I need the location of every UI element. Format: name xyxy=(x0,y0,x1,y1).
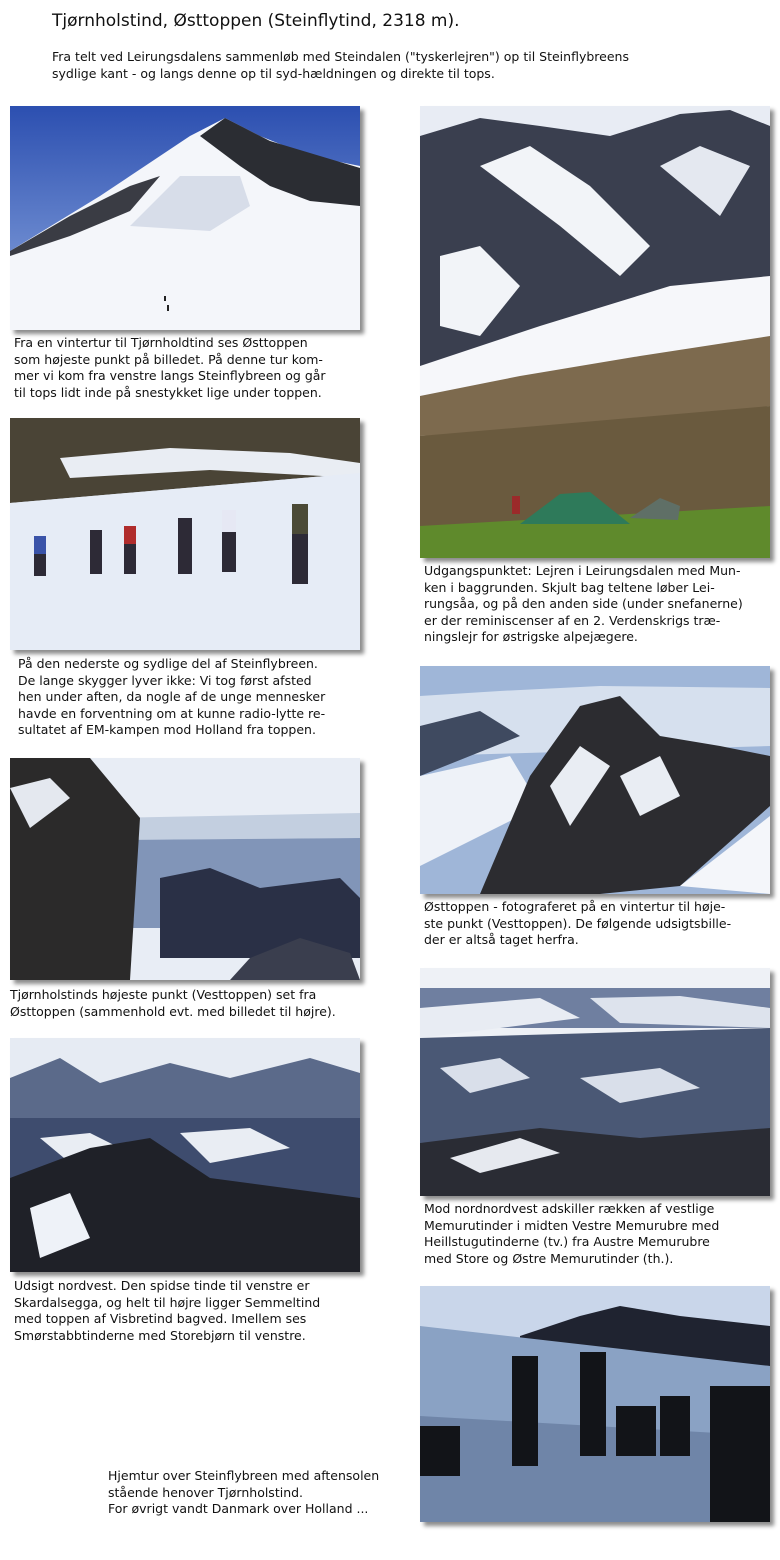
caption-camp xyxy=(424,563,776,646)
caption-group-on-glacier xyxy=(18,656,368,739)
caption-line: Østtoppen - fotograferet på en vintertur til høje- xyxy=(424,899,726,914)
caption-line: mer vi kom fra venstre langs Steinflybreen og går xyxy=(14,368,326,383)
caption-line: De lange skygger lyver ikke: Vi tog først afsted xyxy=(18,672,312,688)
caption-memurutinder xyxy=(424,1201,776,1267)
caption-line: ste punkt (Vesttoppen). De følgende udsigtsbille- xyxy=(424,915,732,931)
photo-winter-summit xyxy=(10,106,360,330)
caption-line: Mod nordnordvest adskiller rækken af vestlige xyxy=(424,1201,715,1216)
caption-osttoppen xyxy=(424,899,776,949)
caption-line: rungsåa, og på den anden side (under snefanerne) xyxy=(424,596,743,611)
caption-line: Østtoppen (sammenhold evt. med billedet til højre). xyxy=(10,1003,336,1019)
photo-memurutinder xyxy=(420,968,770,1196)
caption-line: som højeste punkt på billedet. På denne tur kom- xyxy=(14,351,323,367)
intro-line: sydlige kant - og langs denne op til syd-hældningen og direkte til tops. xyxy=(52,66,495,81)
caption-line: På den nederste og sydlige del af Steinflybreen. xyxy=(18,656,318,671)
caption-line: ken i baggrunden. Skjult bag teltene løber Lei- xyxy=(424,579,715,595)
caption-line: Fra en vintertur til Tjørnholdtind ses Østtoppen xyxy=(14,335,308,350)
caption-line: stående henover Tjørnholstind. xyxy=(108,1484,304,1500)
caption-line: der er altså taget herfra. xyxy=(424,932,579,947)
caption-vesttoppen xyxy=(10,987,370,1020)
photo-northwest-view xyxy=(10,1038,360,1272)
caption-line: Udgangspunktet: Lejren i Leirungsdalen med Mun- xyxy=(424,563,741,578)
caption-line: sultatet af EM-kampen mod Holland fra toppen. xyxy=(18,722,316,737)
caption-line: havde en forventning om at kunne radio-lytte re- xyxy=(18,705,326,721)
caption-line: Skardalsegga, og helt til højre ligger Semmeltind xyxy=(14,1294,321,1310)
caption-line: Tjørnholstinds højeste punkt (Vesttoppen) set fra xyxy=(10,987,317,1002)
caption-line: Memurutinder i midten Vestre Memurubre med xyxy=(424,1217,720,1233)
caption-line: hen under aften, da nogle af de unge mennesker xyxy=(18,689,326,704)
caption-line: Smørstabbtinderne med Storebjørn til venstre. xyxy=(14,1327,306,1343)
caption-line: er der reminiscenser af en 2. Verdenskrigs træ- xyxy=(424,612,721,628)
photo-camp-leirungsdalen xyxy=(420,106,770,558)
photo-group-on-glacier xyxy=(10,418,360,650)
caption-return-trip xyxy=(108,1468,418,1518)
caption-line: Hjemtur over Steinflybreen med aftensolen xyxy=(108,1468,380,1483)
intro-line: Fra telt ved Leirungsdalens sammenløb med Steindalen ("tyskerlejren") op til Steinflybreens xyxy=(52,49,629,64)
caption-line: med toppen af Visbretind bagved. Imellem ses xyxy=(14,1311,307,1326)
intro-text xyxy=(52,48,732,82)
photo-return-trip xyxy=(420,1286,770,1522)
caption-line: Heillstugutinderne (tv.) fra Austre Memurubre xyxy=(424,1234,710,1249)
caption-line: ningslejr for østrigske alpejægere. xyxy=(424,629,638,644)
caption-line: For øvrigt vandt Danmark over Holland ... xyxy=(108,1501,369,1516)
caption-line: Udsigt nordvest. Den spidse tinde til venstre er xyxy=(14,1278,310,1293)
photo-vesttoppen xyxy=(10,758,360,980)
caption-line: med Store og Østre Memurutinder (th.). xyxy=(424,1250,674,1266)
photo-osttoppen xyxy=(420,666,770,894)
caption-line: til tops lidt inde på snestykket lige under toppen. xyxy=(14,384,322,400)
caption-northwest-view xyxy=(14,1278,364,1344)
page-title: Tjørnholstind, Østtoppen (Steinflytind, 2318 m). xyxy=(52,11,460,31)
caption-winter-summit xyxy=(14,335,364,401)
